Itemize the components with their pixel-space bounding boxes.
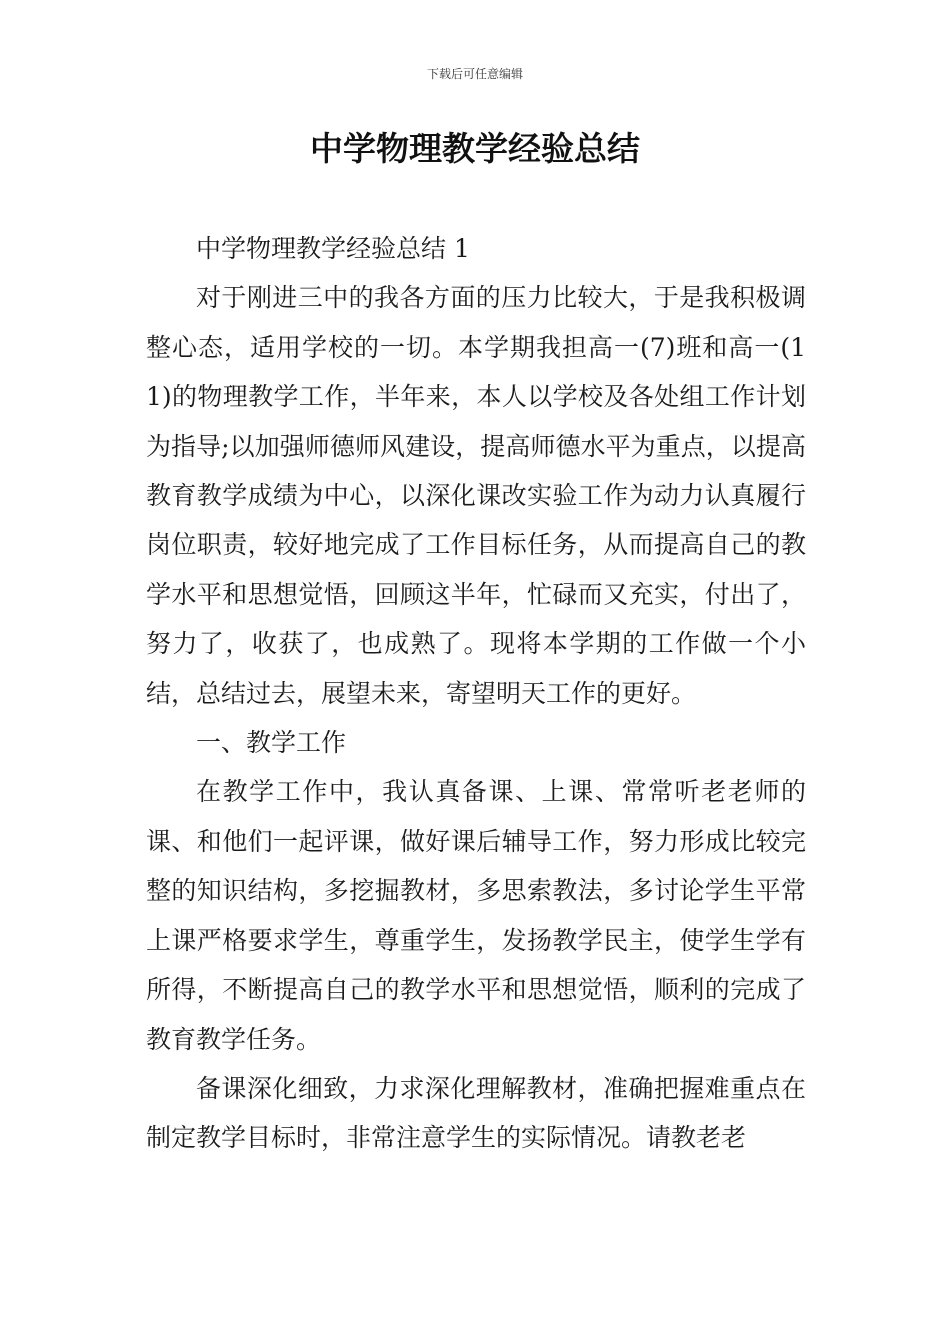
intro-paragraph: 对于刚进三中的我各方面的压力比较大，于是我积极调整心态，适用学校的一切。本学期我担高一(7)班和高一(11)的物理教学工作，半年来，本人以学校及各处组工作计划为指导;以加强师德师风建设，提高师德水平为重点，以提高教育教学成绩为中心，以深化课改实验工作为动力认真履行岗位职责，较好地完成了工作目标任务，从而提高自己的教学水平和思想觉悟，回顾这半年，忙碌而又充实，付出了，努力了，收获了，也成熟了。现将本学期的工作做一个小结，总结过去，展望未来，寄望明天工作的更好。 — [146, 283, 806, 708]
section-heading: 一、教学工作 — [196, 728, 347, 758]
header-note: 下载后可任意编辑 — [426, 67, 523, 81]
subtitle-paragraph: 中学物理教学经验总结 1 — [196, 234, 470, 263]
document-title: 中学物理教学经验总结 — [310, 129, 640, 168]
teaching-paragraph: 在教学工作中，我认真备课、上课、常常听老老师的课、和他们一起评课，做好课后辅导工作，努力形成比较完整的知识结构，多挖掘教材，多思索教法，多讨论学生平常上课严格要求学生，尊重学生，发扬教学民主，使学生学有所得，不断提高自己的教学水平和思想觉悟，顺利的完成了教育教学任务。 — [146, 777, 806, 1054]
document-body — [146, 224, 806, 1163]
lesson-prep-paragraph: 备课深化细致，力求深化理解教材，准确把握难重点在制定教学目标时，非常注意学生的实际情况。请教老老 — [146, 1073, 806, 1153]
